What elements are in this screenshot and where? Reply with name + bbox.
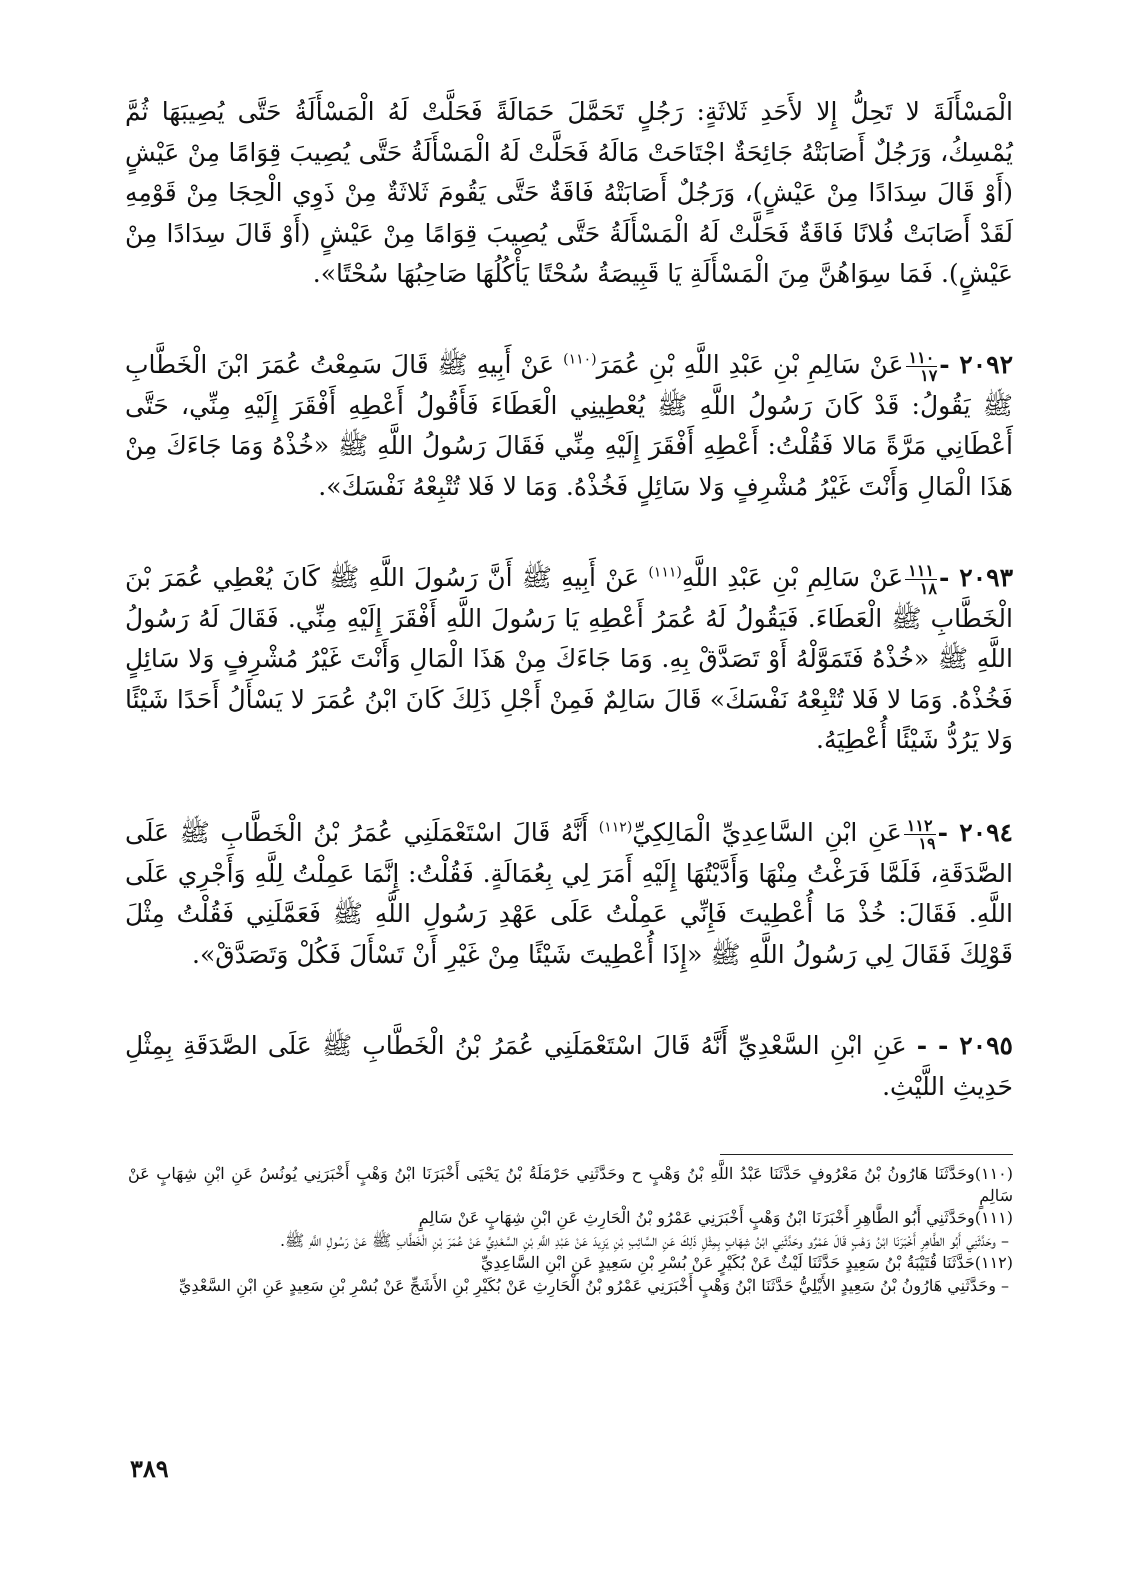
footnote-marker: (١١٢) (598, 819, 633, 836)
reference-top: ١١١ (905, 562, 937, 580)
hadith-lead: عَنِ ابْنِ السَّاعِدِيِّ الْمَالِكِيِّ (632, 818, 902, 847)
intro-paragraph (125, 92, 1013, 295)
reference-fraction (905, 562, 937, 597)
footnote-111-variant: – وحَدَّثَنِي أَبُو الطَّاهِرِ أَخْبَرَنَا ابْنُ وَهْبٍ قَالَ عَمْرٌو وحَدَّثَنِي ابْنُ شِهَابٍ بِمِثْلِ ذَلِكَ عَنِ السَّائِبِ بْنِ يَزِيدَ عَنْ عَبْدِ اللَّهِ بْنِ السَّعْدِيِّ عَنْ عُمَرَ بْنِ الْخَطَّابِ ﷺ عَنْ رَسُولِ اللَّهِ ﷺ. (279, 1230, 1009, 1250)
reference-fraction (906, 349, 938, 384)
hadith-lead: عَنْ سَالِمِ بْنِ عَبْدِ اللَّهِ بْنِ عُمَرَ (596, 350, 904, 379)
hadith-body: عَنْ أَبِيهِ ﷺ قَالَ سَمِعْتُ عُمَرَ ابْنَ الْخَطَّابِ ﷺ يَقُولُ: قَدْ كَانَ رَسُولُ اللَّهِ ﷺ يُعْطِينِي الْعَطَاءَ فَأَقُولُ أَعْطِهِ أَفْقَرَ إِلَيْهِ مِنِّي، حَتَّى أَعْطَانِي مَرَّةً مَالا فَقُلْتُ: أَعْطِهِ أَفْقَرَ إِلَيْهِ مِنِّي فَقَالَ رَسُولُ اللَّهِ ﷺ «خُذْهُ وَمَا جَاءَكَ مِنْ هَذَا الْمَالِ وَأَنْتَ غَيْرُ مُشْرِفٍ وَلا سَائِلٍ فَخُذْهُ. وَمَا لا فَلا تُتْبِعْهُ نَفْسَكَ». (125, 350, 1013, 501)
footnote-112-variant: – وحَدَّثَنِي هَارُونُ بْنُ سَعِيدٍ الأَيْلِيُّ حَدَّثَنَا ابْنُ وَهْبٍ أَخْبَرَنِي عَمْرُو بْنُ الْحَارِثِ عَنْ بُكَيْرِ بْنِ الأَشَجِّ عَنْ بُسْرِ بْنِ سَعِيدٍ عَنِ ابْنِ السَّعْدِيِّ (178, 1275, 1009, 1295)
hadith-paragraph (125, 813, 1013, 975)
reference-top: ١١٠ (906, 349, 938, 367)
reference-bottom: ١٧ (920, 366, 938, 385)
reference-fraction (904, 817, 936, 852)
footnote-marker: (١١١) (648, 564, 682, 581)
hadith-body: أَنَّهُ قَالَ اسْتَعْمَلَنِي عُمَرُ بْنُ الْخَطَّابِ ﷺ عَلَى الصَّدَقَةِ، فَلَمَّا فَرَغْتُ مِنْهَا وَأَدَّيْتُهَا إِلَيْهِ أَمَرَ لِي بِعُمَالَةٍ. فَقُلْتُ: إِنَّمَا عَمِلْتُ لِلَّهِ وَأَجْرِي عَلَى اللَّهِ. فَقَالَ: خُذْ مَا أُعْطِيتَ فَإِنِّي عَمِلْتُ عَلَى عَهْدِ رَسُولِ اللَّهِ ﷺ فَعَمَّلَنِي فَقُلْتُ مِثْلَ قَوْلِكَ فَقَالَ لِي رَسُولُ اللَّهِ ﷺ «إِذَا أُعْطِيتَ شَيْئًا مِنْ غَيْرِ أَنْ تَسْأَلَ فَكُلْ وَتَصَدَّقْ». (125, 818, 1013, 969)
page-number: ٣٨٩ (130, 1454, 169, 1483)
reference-bottom: ١٨ (919, 579, 937, 598)
footnote-marker: (١١٠) (563, 351, 597, 368)
hadith-2094 (125, 813, 1013, 975)
hadith-2092 (125, 345, 1013, 507)
hadith-number: ٢٠٩٣ - (938, 563, 1013, 592)
reference-bottom: ١٩ (918, 834, 936, 853)
hadith-paragraph (125, 1026, 1013, 1107)
footnote-111: (١١١)وحَدَّثَنِي أَبُو الطَّاهِرِ أَخْبَرَنَا ابْنُ وَهْبٍ أَخْبَرَنِي عَمْرُو بْنُ الْحَارِثِ عَنِ ابْنِ شِهَابٍ عَنْ سَالِمٍ (418, 1208, 1013, 1227)
footnotes (128, 1163, 1013, 1297)
hadith-number: ٢٠٩٢ - (939, 350, 1013, 379)
hadith-body: عَنْ أَبِيهِ ﷺ أَنَّ رَسُولَ اللَّهِ ﷺ كَانَ يُعْطِي عُمَرَ بْنَ الْخَطَّابِ ﷺ الْعَطَاءَ. فَيَقُولُ لَهُ عُمَرُ أَعْطِهِ يَا رَسُولَ اللَّهِ أَفْقَرَ إِلَيْهِ مِنِّي. فَقَالَ لَهُ رَسُولُ اللَّهِ ﷺ «خُذْهُ فَتَمَوَّلْهُ أَوْ تَصَدَّقْ بِهِ. وَمَا جَاءَكَ مِنْ هَذَا الْمَالِ وَأَنْتَ غَيْرُ مُشْرِفٍ وَلا سَائِلٍ فَخُذْهُ. وَمَا لا فَلا تُتْبِعْهُ نَفْسَكَ» قَالَ سَالِمٌ فَمِنْ أَجْلِ ذَلِكَ كَانَ ابْنُ عُمَرَ لا يَسْأَلُ أَحَدًا شَيْئًا وَلا يَرُدُّ شَيْئًا أُعْطِيَهُ. (125, 563, 1013, 754)
hadith-body: عَنِ ابْنِ السَّعْدِيِّ أَنَّهُ قَالَ اسْتَعْمَلَنِي عُمَرُ بْنُ الْخَطَّابِ ﷺ عَلَى الصَّدَقَةِ بِمِثْلِ حَدِيثِ اللَّيْثِ. (125, 1031, 1013, 1101)
hadith-2093 (125, 558, 1013, 761)
footnote-112: (١١٢)حَدَّثَنَا قُتَيْبَةُ بْنُ سَعِيدٍ حَدَّثَنَا لَيْثٌ عَنْ بُكَيْرٍ عَنْ بُسْرِ بْنِ سَعِيدٍ عَنِ ابْنِ السَّاعِدِيِّ (480, 1253, 1013, 1272)
hadith-lead: عَنْ سَالِمِ بْنِ عَبْدِ اللَّهِ (681, 563, 904, 592)
hadith-number: ٢٠٩٤ - (937, 818, 1013, 847)
hadith-2095 (125, 1026, 1013, 1107)
footnote-divider (720, 1154, 1013, 1155)
intro-text: الْمَسْأَلَةَ لا تَحِلُّ إِلا لأَحَدِ ثَلاثَةٍ: رَجُلٍ تَحَمَّلَ حَمَالَةً فَحَلَّتْ لَهُ الْمَسْأَلَةُ حَتَّى يُصِيبَهَا ثُمَّ يُمْسِكُ، وَرَجُلٌ أَصَابَتْهُ جَائِحَةٌ اجْتَاحَتْ مَالَهُ فَحَلَّتْ لَهُ الْمَسْأَلَةُ حَتَّى يُصِيبَ قِوَامًا مِنْ عَيْشٍ (أَوْ قَالَ سِدَادًا مِنْ عَيْشٍ)، وَرَجُلٌ أَصَابَتْهُ فَاقَةٌ حَتَّى يَقُومَ ثَلاثَةٌ مِنْ ذَوِي الْحِجَا مِنْ قَوْمِهِ لَقَدْ أَصَابَتْ فُلانًا فَاقَةٌ فَحَلَّتْ لَهُ الْمَسْأَلَةُ حَتَّى يُصِيبَ قِوَامًا مِنْ عَيْشٍ (أَوْ قَالَ سِدَادًا مِنْ عَيْشٍ). فَمَا سِوَاهُنَّ مِنَ الْمَسْأَلَةِ يَا قَبِيصَةُ سُحْتًا يَأْكُلُهَا صَاحِبُهَا سُحْتًا». (125, 97, 1013, 288)
reference-top: ١١٢ (904, 817, 936, 835)
hadith-paragraph (125, 558, 1013, 761)
hadith-paragraph (125, 345, 1013, 507)
footnote-110: (١١٠)وحَدَّثَنَا هَارُونُ بْنُ مَعْرُوفٍ حَدَّثَنَا عَبْدُ اللَّهِ بْنُ وَهْبٍ ح وحَدَّثَنِي حَرْمَلَةُ بْنُ يَحْيَى أَخْبَرَنَا ابْنُ وَهْبٍ أَخْبَرَنِي يُونُسُ عَنِ ابْنِ شِهَابٍ عَنْ سَالِمٍ (128, 1164, 1013, 1205)
hadith-number: ٢٠٩٥ - - (916, 1031, 1013, 1060)
